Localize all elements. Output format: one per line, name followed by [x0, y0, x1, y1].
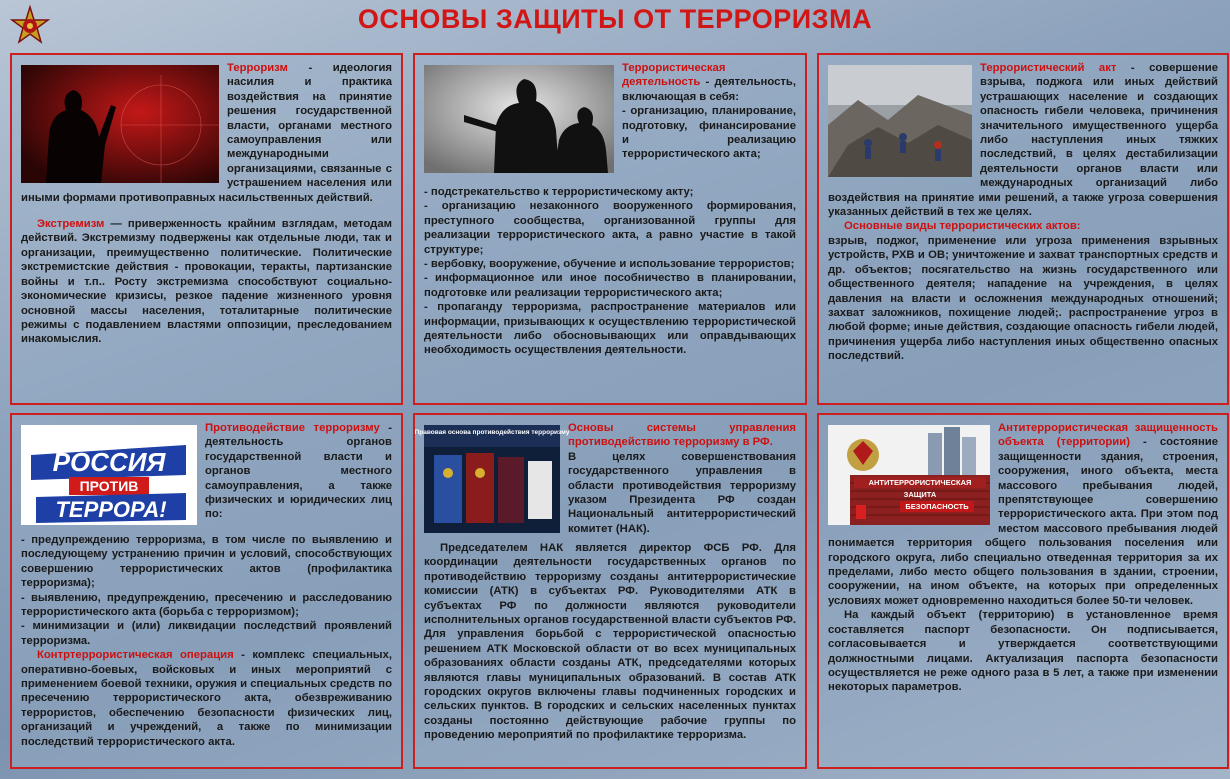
banner-line1: АНТИТЕРРОРИСТИЧЕСКАЯ — [868, 478, 972, 487]
activity-item: - организацию, планирование, подготовку, финансирование и реализацию террористического акта; — [622, 105, 796, 161]
counteraction-definition: - деятельность органов государственной власти и органов местного самоуправления, а также физических и юридических лиц по: — [205, 422, 392, 521]
extremism-definition: — приверженность крайним взглядам, методам действий. Экстремизму подвержены как отдельные люди, так и организации, преимущественно политические. Политические экстремистские действия - провокации, теракты, партизанские войны и т.п.. Росту экстремизма способствуют социально-экономические кризисы, резкое падение жизненного уровня основной массы населения, тоталитарные политические режимы с подавлением властями оппозиции, преследованием инакомыслия. — [21, 218, 392, 346]
activity-intro: - деятельность, включающая в себя: — [622, 76, 796, 103]
armed-silhouette-image — [424, 65, 614, 173]
panel-antiterror-protection — [817, 413, 1229, 769]
counteraction-item: - предупреждению терроризма, в том числе по выявлению и последующему устранению причин и условий, способствующих совершению террористических актов (профилактика терроризма); — [21, 534, 392, 590]
banner-line3: БЕЗОПАСНОСТЬ — [905, 502, 969, 511]
poster-line1: РОССИЯ — [52, 447, 166, 477]
terrorism-definition: - идеология насилия и практика воздействия на принятие решения государственной власти, органами местного самоуправления или международными организациями, связанные с устрашением населения или иными формами противоправных насильственных действий. — [21, 62, 392, 204]
activity-item: - подстрекательство к террористическому акту; — [424, 186, 694, 198]
panel-terrorist-act — [817, 53, 1229, 405]
term-counteraction: Противодействие терроризму — [205, 422, 380, 434]
management-heading: Основы системы управления противодействию терроризму в РФ. — [568, 422, 796, 449]
russia-against-terror-poster — [21, 425, 197, 525]
books-caption: Правовая основа противодействия терроризму — [414, 429, 570, 436]
page-title: ОСНОВЫ ЗАЩИТЫ ОТ ТЕРРОРИЗМА — [357, 4, 873, 34]
term-counterterrorist-operation: Контртеррористическая операция — [37, 649, 234, 662]
act-types-list: взрыв, поджог, применение или угроза применения взрывных устройств, РХВ и ОВ; уничтожение и захват транспортных средств и др. объектов; посягательство на жизнь государственного или общественного деятеля; нападение на учреждения, в целях давления на власти и осложнения международных отношений; захват заложников, похищение людей;. распространение угроз в любой форме; иные действия, создающие опасность гибели людей, причинения ущерба либо наступления иных общественно опасных последствий. — [828, 234, 1218, 363]
protection-definition: - состояние защищенности здания, строения, сооружения, иного объекта, места массового пребывания людей, препятствующее совершению террористического акта. При этом под местом массового пребывания людей понимается территория общего пользования поселения или городского округа, либо специально отведенная территория за их пределами, либо место общего пользования в здании, строении, сооружении, на ином объекте, на которых при определенных условиях может одновременно находиться более 50-ти человек. — [828, 436, 1218, 607]
panel-terrorist-activity — [413, 53, 807, 405]
antiterror-protection-image — [828, 425, 990, 525]
term-terrorist-act: Террористический акт — [980, 62, 1117, 74]
operation-definition: - комплекс специальных, оперативно-боевых, войсковых и иных мероприятий с применением боевой техники, оружия и специальных средств по пресечению террористического акта, обезвреживанию террористов, обеспечению безопасности физических лиц, организаций и учреждений, а также по минимизации последствий террористического акта. — [21, 649, 392, 748]
rubble-rescue-image — [828, 65, 972, 177]
panel-management-system — [413, 413, 807, 769]
term-terrorist-activity: Террористическая деятельность — [622, 62, 726, 89]
poster-line3: ТЕРРОРА! — [55, 497, 167, 522]
banner-line2: ЗАЩИТА — [903, 490, 937, 499]
term-extremism: Экстремизм — [37, 218, 105, 231]
management-body: Председателем НАК является директор ФСБ РФ. Для координации деятельности государственных органов по противодействию терроризму созданы антитеррористические комиссии (АТК) в субъектах РФ. Руководителями АТК в субъектах РФ по должности являются руководители исполнительных органов государственной власти субъектов РФ. Для управления борьбой с террористической опасностью решением АТК Московской области от во всех муниципальных образованиях области созданы АТК, председателями которых являются главы муниципальных образований. В состав АТК городских округов включены главы подчиненных городских и сельских пунктов. В городских и сельских населенных пунктах созданы постоянно действующие рабочие группы по проведению мероприятий по профилактике терроризма. — [424, 542, 796, 742]
counteraction-item: - выявлению, предупреждению, пресечению и расследованию террористического акта (борьба с терроризмом); — [21, 591, 392, 619]
counteraction-item: - минимизации и (или) ликвидации последствий проявлений терроризма. — [21, 620, 392, 647]
act-types-heading: Основные виды террористических актов: — [844, 220, 1081, 233]
activity-item: - информационное или иное пособничество в планировании, подготовке или реализации террористического акта; — [424, 272, 796, 299]
terrorist-act-definition: - совершение взрыва, поджога или иных действий устрашающих население и создающих опасность гибели человека, причинения значительного имущественного ущерба либо наступления иных тяжких последствий, в целях дестабилизации деятельности органов власти или международных организаций либо воздействия на принятие ими решений, а также угроза совершения указанных действий в тех же целях. — [828, 62, 1218, 219]
panel-counteraction — [10, 413, 403, 769]
activity-item: - организацию незаконного вооруженного формирования, преступного сообщества, организованной группы для реализации террористического акта, а равно участие в такой структуре; — [424, 200, 796, 256]
term-terrorism: Терроризм — [227, 62, 288, 74]
security-passport-text: На каждый объект (территорию) в установленное время составляется паспорт безопасности. Он подписывается, согласовывается и утверждается соответствующими должностными лицами. Актуализация паспорта безопасности осуществляется не реже одного раза в 5 лет, а также при изменении некоторых параметров. — [828, 609, 1218, 694]
activity-item: - пропаганду терроризма, распространение материалов или информации, призывающих к осуществлению террористической деятельности либо обосновывающих или оправдывающих необходимость осуществления деятельности. — [424, 301, 796, 357]
management-intro: В целях совершенствования государственного управления в области противодействия терроризму указом Президента РФ создан Национальный антитеррористический комитет (НАК). — [568, 450, 796, 535]
term-antiterror-protection: Антитеррористическая защищенность объекта (территории) — [998, 422, 1218, 449]
panel-terrorism — [10, 53, 403, 405]
activity-item: - вербовку, вооружение, обучение и использование террористов; — [424, 258, 795, 271]
legal-books-image — [414, 425, 570, 533]
poster-line2: ПРОТИВ — [79, 478, 139, 494]
terrorist-silhouette-image — [21, 65, 219, 183]
